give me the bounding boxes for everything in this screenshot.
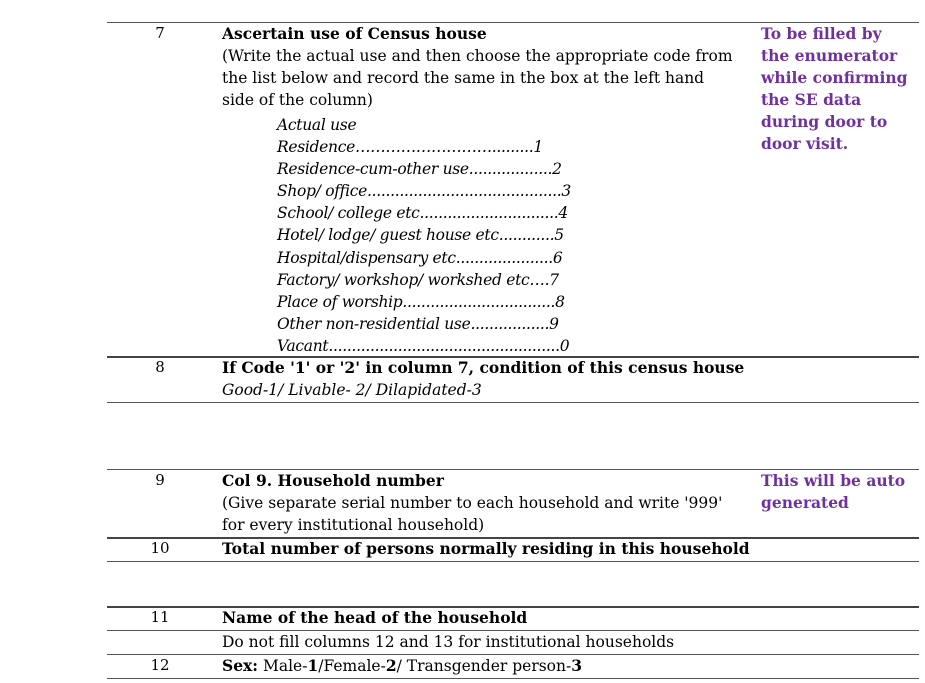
- option-code: 3: [571, 656, 583, 675]
- code-item: Hotel/ lodge/ guest house etc............5: [277, 226, 564, 245]
- row-number: 7: [155, 24, 165, 42]
- note-line: while confirming: [761, 68, 908, 87]
- row-number: 9: [155, 471, 165, 489]
- row-title: Total number of persons normally residing in this household: [222, 539, 750, 558]
- code-item: Hospital/dispensary etc.....................6: [277, 248, 563, 267]
- sex-options: [222, 655, 582, 677]
- note-line: during door to: [761, 112, 888, 131]
- use-code-list: [277, 114, 571, 357]
- note-line: generated: [761, 493, 849, 512]
- code-item: Residence-cum-other use..................2: [277, 160, 562, 179]
- row-description: (Write the actual use and then choose the appropriate code from: [222, 47, 733, 65]
- code-item: School/ college etc..............................4: [277, 204, 568, 223]
- code-list-header: Actual use: [277, 116, 357, 134]
- note-line: the enumerator: [761, 46, 898, 65]
- option-male: Male-: [258, 657, 308, 675]
- code-item: Other non-residential use.................9: [277, 314, 559, 333]
- option-code: 2: [385, 656, 397, 675]
- code-item: Vacant..................................................0: [277, 336, 570, 355]
- option-female: /Female-: [318, 657, 386, 675]
- code-item: Residence……………………….........1: [277, 138, 543, 157]
- row-number: 10: [150, 539, 170, 557]
- row-number: 8: [155, 358, 165, 376]
- sex-label: Sex:: [222, 656, 259, 675]
- row-divider: [107, 561, 919, 562]
- row-divider: [107, 678, 919, 679]
- note-line: To be filled by: [761, 24, 882, 43]
- note-line: door visit.: [761, 134, 849, 153]
- row-title: Name of the head of the household: [222, 608, 528, 627]
- enumerator-note: [761, 23, 908, 155]
- option-code: 1: [307, 656, 319, 675]
- row-description: the list below and record the same in the box at the left hand: [222, 69, 705, 87]
- row-number: 12: [150, 656, 170, 674]
- option-transgender: / Transgender person-: [396, 657, 572, 675]
- note-line: This will be auto: [761, 471, 906, 490]
- row-subtext: Good-1/ Livable- 2/ Dilapidated-3: [222, 381, 482, 399]
- auto-generated-note: [761, 470, 905, 514]
- row-title: Col 9. Household number: [222, 471, 444, 490]
- code-item: Shop/ office..........................................3: [277, 182, 571, 201]
- note-line: the SE data: [761, 90, 862, 109]
- code-item: Place of worship.................................8: [277, 292, 565, 311]
- row-description: (Give separate serial number to each household and write '999': [222, 494, 723, 512]
- row-description: for every institutional household): [222, 516, 485, 534]
- row-divider: [107, 402, 919, 403]
- code-item: Factory/ workshop/ workshed etc….7: [277, 270, 559, 289]
- row-title: If Code '1' or '2' in column 7, condition of this census house: [222, 358, 745, 377]
- row-number: 11: [150, 608, 170, 626]
- row-subtext: Do not fill columns 12 and 13 for institutional households: [222, 633, 675, 651]
- row-title: Ascertain use of Census house: [222, 24, 487, 43]
- row-description: side of the column): [222, 91, 373, 109]
